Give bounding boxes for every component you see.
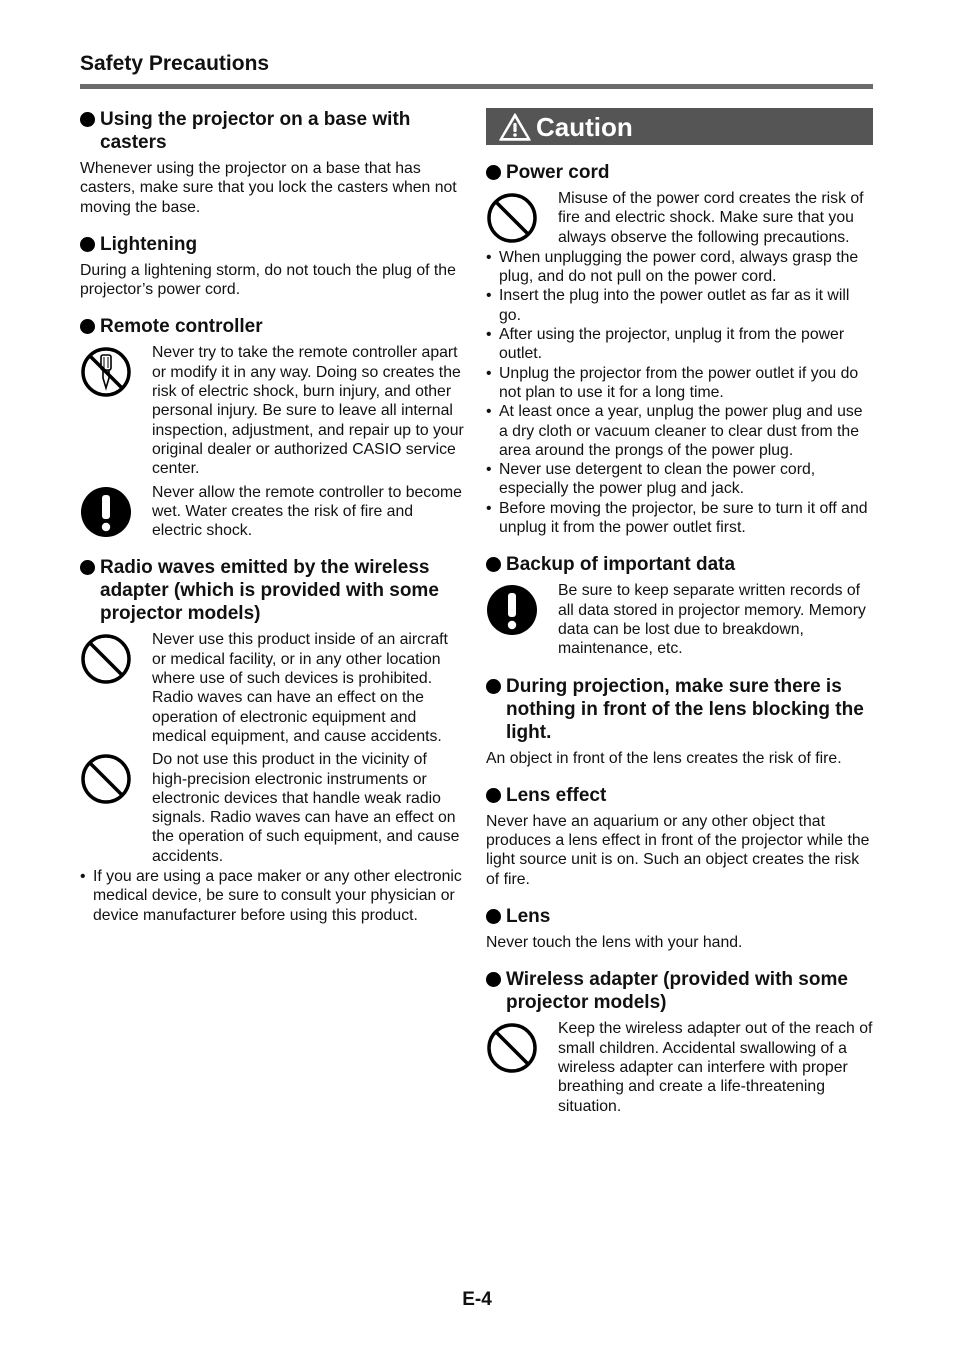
no-disassembly-icon xyxy=(80,346,132,398)
list-item: • At least once a year, unplug the power plug and use a dry cloth or vacuum cleaner to clear dust from the area around the prongs of the power plug. xyxy=(486,402,873,460)
power-cord-warning: Misuse of the power cord creates the risk of fire and electric shock. Make sure that you always observe the following precautions. xyxy=(486,189,873,247)
radio-warning-instruments: Do not use this product in the vicinity of high-precision electronic instruments or electronic devices that handle weak radio signals. Radio waves can have an effect on the operation of such equipment, and cause accidents. xyxy=(80,750,464,866)
prohibited-icon xyxy=(80,633,132,685)
prohibited-icon xyxy=(486,192,538,244)
section-heading-power-cord: Power cord xyxy=(486,161,873,184)
bullet-dot-icon xyxy=(486,909,501,924)
bullet-dot-icon xyxy=(486,972,501,987)
section-heading-lens-effect: Lens effect xyxy=(486,784,873,807)
left-column xyxy=(80,108,464,925)
bullet-dot-icon xyxy=(80,560,95,575)
list-item: • Insert the plug into the power outlet as far as it will go. xyxy=(486,286,873,325)
section-heading-casters: Using the projector on a base with casters xyxy=(80,108,464,154)
lens-effect-text: Never have an aquarium or any other object that produces a lens effect in front of the projector while the light source unit is on. Such an object creates the risk of fire. xyxy=(486,812,870,888)
bullet-dot-icon xyxy=(486,557,501,572)
casters-text: Whenever using the projector on a base that has casters, make sure that you lock the casters when not moving the base. xyxy=(80,160,457,216)
warning-triangle-icon xyxy=(498,112,532,142)
exclamation-icon xyxy=(80,486,132,538)
list-item: • When unplugging the power cord, always grasp the plug, and do not pull on the power cord. xyxy=(486,248,873,287)
section-heading-projection: During projection, make sure there is nothing in front of the lens blocking the light. xyxy=(486,675,873,744)
bullet-dot-icon xyxy=(486,165,501,180)
backup-warning: Be sure to keep separate written records of all data stored in projector memory. Memory data can be lost due to breakdown, maintenance, etc. xyxy=(486,581,873,658)
right-column xyxy=(486,108,873,1116)
lens-text: Never touch the lens with your hand. xyxy=(486,934,743,952)
caution-title: Caution xyxy=(536,111,633,142)
header-rule xyxy=(80,84,873,89)
list-item: • After using the projector, unplug it from the power outlet. xyxy=(486,325,873,364)
list-item: • Before moving the projector, be sure to turn it off and unplug it from the power outlet first. xyxy=(486,499,873,538)
remote-warning-wet: Never allow the remote controller to become wet. Water creates the risk of fire and electric shock. xyxy=(80,483,464,541)
list-item: • Never use detergent to clean the power cord, especially the power plug and jack. xyxy=(486,460,873,499)
prohibited-icon xyxy=(80,753,132,805)
section-heading-remote: Remote controller xyxy=(80,315,464,338)
radio-warning-aircraft: Never use this product inside of an aircraft or medical facility, or in any other location where use of such devices is prohibited. Radio waves can have an effect on the operation of electronic equipment and medical equipment, and cause accidents. xyxy=(80,630,464,746)
bullet-dot-icon xyxy=(80,112,95,127)
remote-warning-disassemble: Never try to take the remote controller apart or modify it in any way. Doing so creates the risk of electric shock, burn injury, and other personal injury. Be sure to leave all internal inspection, adjustment, and repair up to your original dealer or authorized CASIO service center. xyxy=(80,343,464,478)
prohibited-icon xyxy=(486,1022,538,1074)
section-heading-lens: Lens xyxy=(486,905,873,928)
wireless-warning: Keep the wireless adapter out of the reach of small children. Accidental swallowing of a wireless adapter can interfere with proper breathing and create a life-threatening situation. xyxy=(486,1019,873,1115)
bullet-dot-icon xyxy=(486,679,501,694)
bullet-dot-icon xyxy=(80,237,95,252)
power-cord-bullet-list xyxy=(486,248,873,537)
bullet-dot-icon xyxy=(486,788,501,803)
section-heading-wireless: Wireless adapter (provided with some projector models) xyxy=(486,968,873,1014)
page-header xyxy=(80,50,873,78)
bullet-dot-icon xyxy=(80,319,95,334)
page-title: Safety Precautions xyxy=(80,52,270,75)
radio-bullet-list xyxy=(80,867,464,925)
section-heading-radio: Radio waves emitted by the wireless adapter (which is provided with some projector models) xyxy=(80,556,464,625)
projection-text: An object in front of the lens creates the risk of fire. xyxy=(486,749,842,767)
section-heading-backup: Backup of important data xyxy=(486,553,873,576)
page-number: E-4 xyxy=(462,1289,492,1310)
exclamation-icon xyxy=(486,584,538,636)
section-heading-lightening: Lightening xyxy=(80,233,464,256)
caution-banner xyxy=(486,108,873,145)
lightening-text: During a lightening storm, do not touch the plug of the projector’s power cord. xyxy=(80,261,456,299)
list-item: • Unplug the projector from the power outlet if you do not plan to use it for a long time. xyxy=(486,364,873,403)
list-item: • If you are using a pace maker or any other electronic medical device, be sure to consult your physician or device manufacturer before using this product. xyxy=(80,867,464,925)
